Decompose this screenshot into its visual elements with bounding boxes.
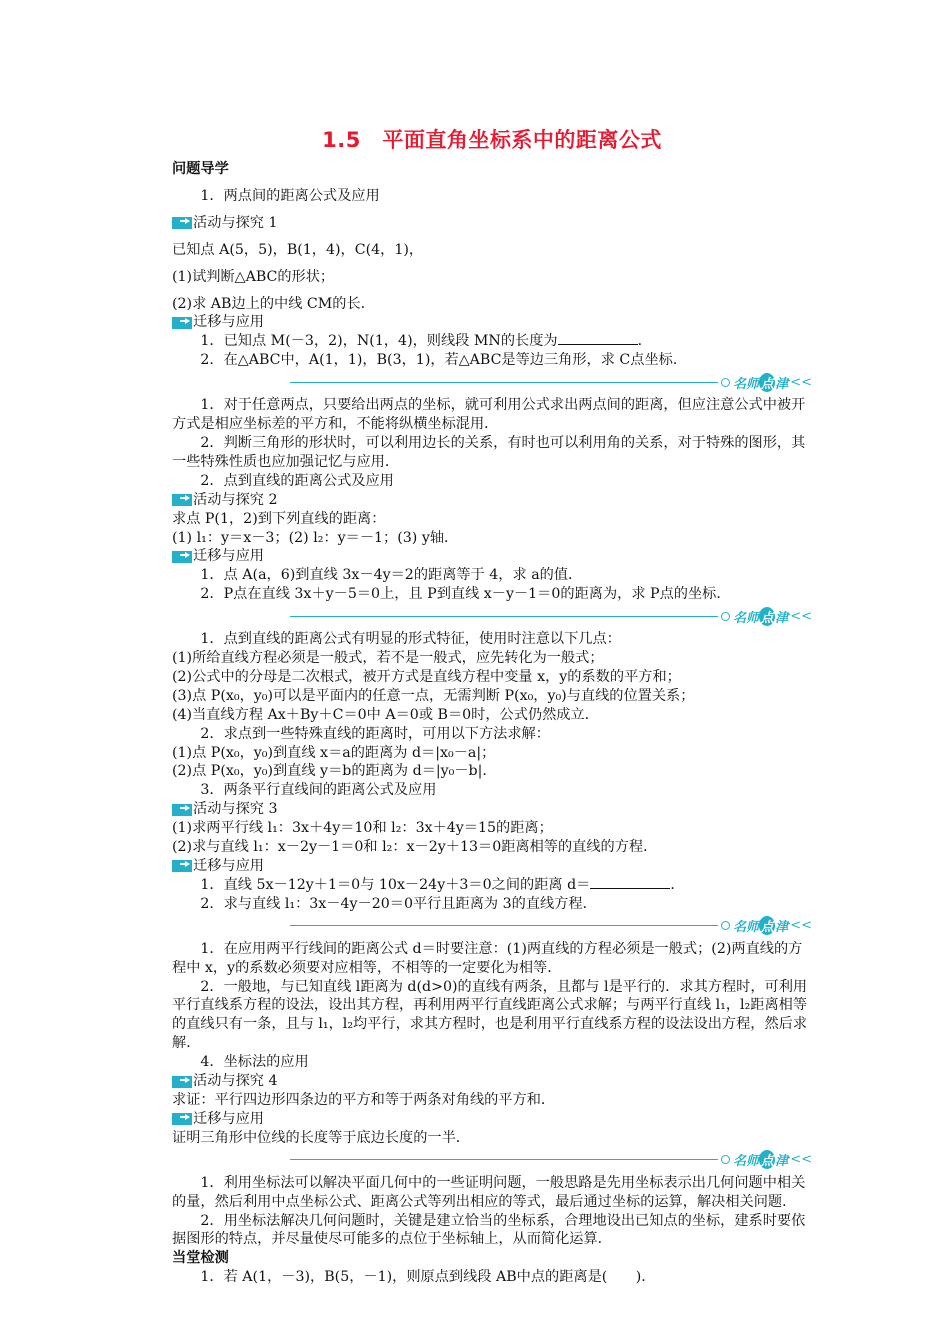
document-page [172,124,812,1287]
activity-3-question-2: (2)求与直线 l₁：x－2y－1＝0和 l₂：x－2y＋13＝0距离相等的直线的方程． [172,839,658,856]
divider-line [290,1159,718,1160]
transfer-3-item-1 [172,876,812,895]
note-4-item-1: 1．利用坐标法可以解决平面几何中的一些证明问题，一般思路是先用坐标表示出几何问题中相关的量，然后利用中点坐标公式、距离公式等列出相应的等式，最后通过坐标的运算，解决相关问题． [172,1174,806,1210]
check-question-1: 1．若 A(1，－3)，B(5，－1)，则原点到线段 AB中点的距离是( )． [200,1269,656,1286]
note-2-item-1d: (4)当直线方程 Ax＋By＋C＝0中 A＝0或 B＝0时，公式仍然成立． [172,706,599,723]
note-3-item-2: 2．一般地，与已知直线 l距离为 d(d>0)的直线有两条，且都与 l是平行的．求其方程时，可利用平行直线系方程的设法，设出其方程，再利用两平行直线距离公式求解；与两平行直线 l₁，l₂距离相等的直线只有一条，且与 l₁，l₂均平行，求其方程时，也是利用平行直线系方程的设法设出方程，然后求解． [172,978,808,1052]
activity-tag-4 [172,1072,812,1091]
teacher-tips-divider [290,916,812,936]
circle-icon [721,612,730,621]
chevrons-left-icon: << [790,374,812,390]
circle-icon [721,1155,730,1164]
transfer-tag-1 [172,313,812,332]
circle-icon [721,378,730,387]
divider-line [290,616,718,617]
note-2-item-1a: (1)所给直线方程必须是一般式，若不是一般式，应先转化为一般式； [172,650,604,667]
teacher-tips-logo: 名师点 津 [733,916,788,935]
topic-heading-3: 3．两条平行直线间的距离公式及应用 [200,782,437,799]
activity-3-question-1: (1)求两平行线 l₁：3x＋4y＝10和 l₂：3x＋4y＝15的距离； [172,820,553,837]
note-2-item-2: 2．求点到一些特殊直线的距离时，可用以下方法求解： [200,725,550,742]
question-text: 1．直线 5x－12y＋1＝0与 10x－24y＋3＝0之间的距离 d＝ [200,876,591,893]
topic-heading-1: 1．两点间的距离公式及应用 [200,187,380,204]
note-2-item-1c: (3)点 P(x₀，y₀)可以是平面内的任意一点，无需判断 P(x₀，y₀)与直线的位置关系； [172,687,695,704]
transfer-label: 迁移与应用 [193,1110,264,1127]
activity-1-question-2: (2)求 AB边上的中线 CM的长． [172,295,375,312]
activity-label: 活动与探究 2 [193,491,278,508]
note-2-item-2a: (1)点 P(x₀，y₀)到直线 x＝a的距离为 d＝|x₀－a|； [172,744,496,761]
arrow-icon [172,1113,192,1125]
note-2-item-1: 1．点到直线的距离公式有明显的形式特征，使用时注意以下几点： [200,631,621,648]
note-3-item-1: 1．在应用两平行线间的距离公式 d＝时要注意：(1)两直线的方程必须是一般式；(2)两直线的方程中 x，y的系数必须要对应相等，不相等的一定要化为相等． [172,940,803,976]
topic-heading-4: 4．坐标法的应用 [200,1054,309,1071]
transfer-4-question: 证明三角形中位线的长度等于底边长度的一半． [172,1129,470,1146]
arrow-icon [172,551,192,563]
transfer-tag-3 [172,857,812,876]
chevrons-left-icon: << [790,608,812,624]
transfer-label: 迁移与应用 [193,858,264,874]
question-end: ． [670,876,685,893]
activity-tag-3 [172,800,812,819]
teacher-tips-logo: 名师点 津 [733,607,788,626]
activity-2-intro: 求点 P(1，2)到下列直线的距离： [172,510,386,527]
transfer-1-item-1 [172,332,812,351]
teacher-tips-logo: 名师点 津 [733,373,788,392]
note-1-item-2: 2．判断三角形的形状时，可以利用边长的关系，有时也可以利用角的关系，对于特殊的图形，其一些特殊性质也应加强记忆与应用． [172,434,806,470]
note-2-item-2b: (2)点 P(x₀，y₀)到直线 y＝b的距离为 d＝|y₀－b|． [172,763,497,780]
chevrons-left-icon: << [790,1152,812,1168]
arrow-icon [172,1076,192,1088]
section-heading-guide: 问题导学 [172,161,229,177]
activity-tag-1 [172,214,812,233]
teacher-tips-divider [290,606,812,626]
answer-blank [590,876,670,889]
transfer-tag-4 [172,1110,812,1129]
arrow-icon [172,494,192,506]
transfer-3-item-2: 2．求与直线 l₁：3x－4y－20＝0平行且距离为 3的直线方程． [200,895,597,912]
arrow-icon [172,860,192,872]
note-4-item-2: 2．用坐标法解决几何问题时，关键是建立恰当的坐标系，合理地设出已知点的坐标，建系时要依据图形的特点，并尽量使尽可能多的点位于坐标轴上，从而简化运算． [172,1212,806,1248]
activity-1-intro: 已知点 A(5，5)，B(1，4)，C(4，1)， [172,241,424,258]
arrow-icon [172,804,192,816]
page-title: 1.5 平面直角坐标系中的距离公式 [322,128,662,152]
teacher-tips-logo: 名师点 津 [733,1150,788,1169]
section-heading-check: 当堂检测 [172,1250,229,1267]
question-end: ． [637,333,652,350]
question-text: 1．已知点 M(－3，2)，N(1，4)，则线段 MN的长度为 [200,333,558,350]
chevrons-left-icon: << [790,918,812,934]
teacher-tips-divider [290,372,812,392]
circle-icon [721,921,730,930]
transfer-2-item-1: 1．点 A(a，6)到直线 3x－4y＝2的距离等于 4，求 a的值． [200,567,583,584]
activity-1-question-1: (1)试判断△ABC的形状； [172,268,335,285]
note-2-item-1b: (2)公式中的分母是二次根式，被开方式是直线方程中变量 x，y的系数的平方和； [172,668,681,685]
activity-label: 活动与探究 3 [193,801,278,818]
activity-2-questions: (1) l₁：y＝x－3；(2) l₂：y＝－1；(3) y轴． [172,529,459,546]
divider-line [290,925,718,926]
activity-4-question: 求证：平行四边形四条边的平方和等于两条对角线的平方和． [172,1091,556,1108]
note-1-item-1: 1．对于任意两点，只要给出两点的坐标，就可利用公式求出两点间的距离，但应注意公式中被开方式是相应坐标差的平方和，不能将纵横坐标混用． [172,397,806,433]
activity-label: 活动与探究 4 [193,1073,278,1090]
transfer-label: 迁移与应用 [193,548,264,565]
answer-blank [558,332,638,345]
transfer-label: 迁移与应用 [193,314,264,331]
teacher-tips-divider [290,1150,812,1170]
activity-label: 活动与探究 1 [193,214,278,231]
transfer-tag-2 [172,547,812,566]
activity-tag-2 [172,491,812,510]
divider-line [290,382,718,383]
topic-heading-2: 2．点到直线的距离公式及应用 [200,472,394,489]
arrow-icon [172,317,192,329]
arrow-icon [172,217,192,229]
transfer-1-item-2: 2．在△ABC中，A(1，1)，B(3，1)，若△ABC是等边三角形，求 C点坐标． [200,352,688,369]
transfer-2-item-2: 2．P点在直线 3x＋y－5＝0上，且 P到直线 x－y－1＝0的距离为，求 P点的坐标． [200,586,731,603]
